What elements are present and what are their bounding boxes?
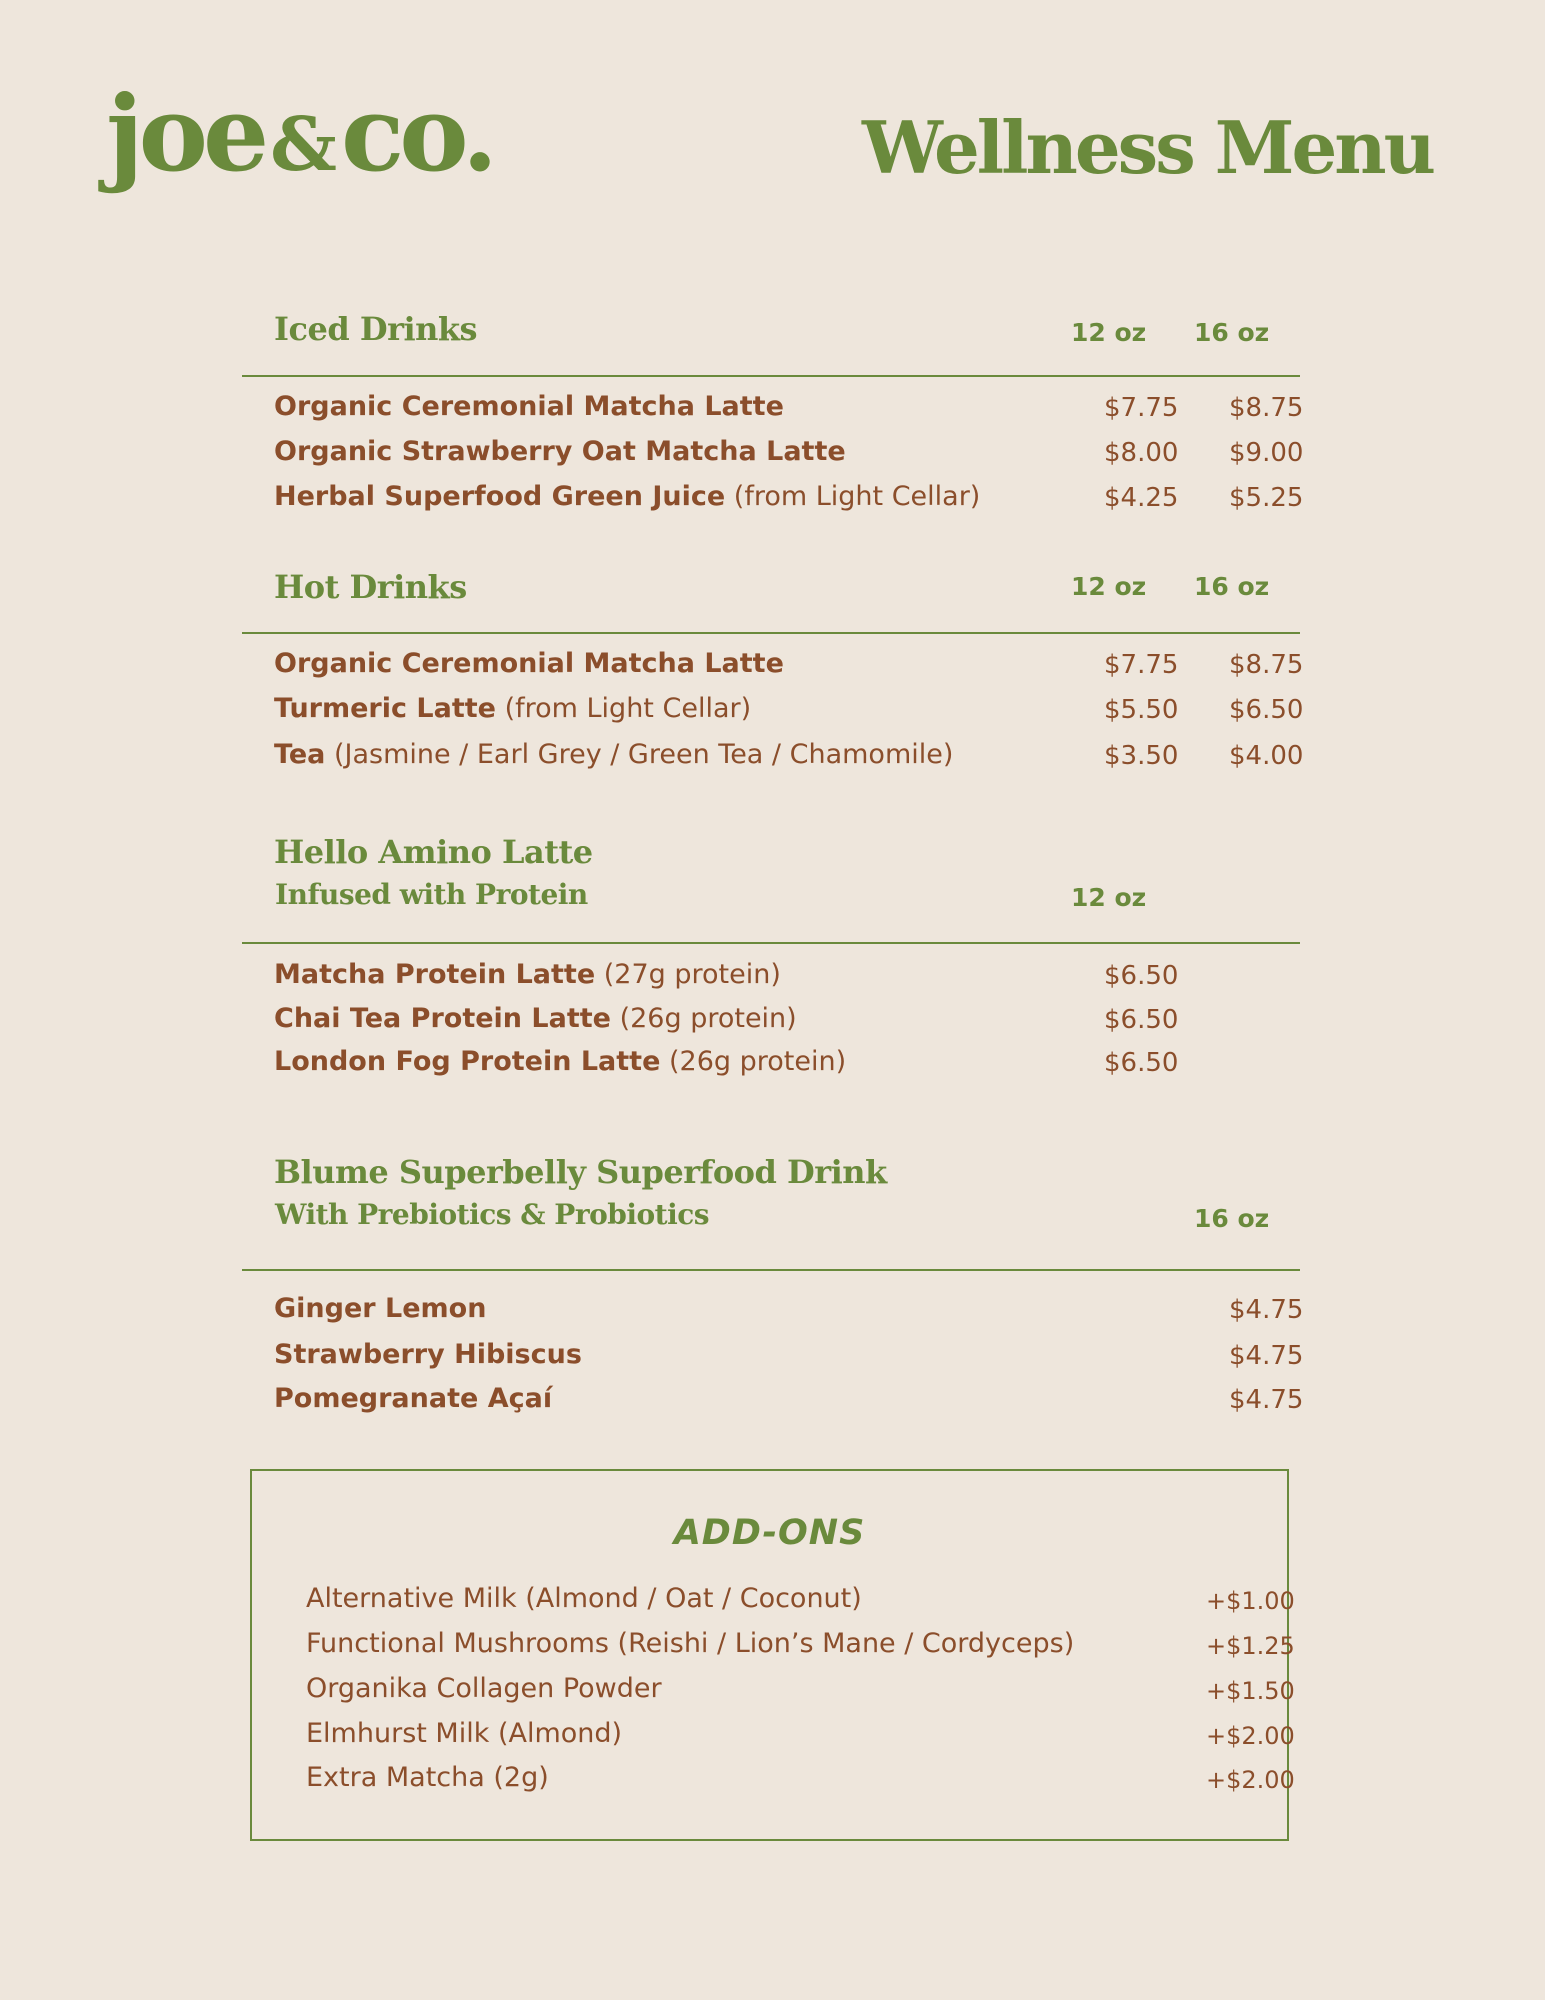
addons-box	[250, 1469, 1295, 1841]
item-note: (26g protein)	[669, 1046, 847, 1077]
section-divider	[242, 632, 1300, 634]
menu-item-row	[274, 693, 1304, 733]
section-title: Blume Superbelly Superfood Drink	[274, 1153, 887, 1191]
item-name: Pomegranate Açaí	[274, 1383, 553, 1414]
item-price-12oz: $6.50	[1104, 1048, 1179, 1078]
addon-row	[306, 1718, 1295, 1758]
menu-item-row	[274, 959, 1300, 999]
addons-title: ADD-ONS	[673, 1513, 866, 1553]
item-name: Matcha Protein Latte	[274, 959, 596, 990]
section-subtitle: Infused with Protein	[275, 878, 588, 911]
item-note: (Jasmine / Earl Grey / Green Tea / Chamomile)	[333, 739, 954, 770]
item-price-12oz: $7.75	[1104, 650, 1179, 680]
item-price-16oz: $4.75	[1229, 1295, 1304, 1325]
addon-price: +$1.50	[1206, 1677, 1295, 1705]
item-price-16oz: $9.00	[1229, 438, 1304, 468]
addon-row	[306, 1583, 1295, 1623]
item-price-16oz: $6.50	[1229, 695, 1304, 725]
section-divider	[242, 942, 1300, 944]
menu-title: Wellness Menu	[862, 105, 1433, 190]
section-divider	[242, 375, 1300, 377]
item-price-12oz: $3.50	[1104, 741, 1179, 771]
logo-end-text: co.	[340, 72, 494, 195]
size-header-12oz: 12 oz	[1071, 318, 1147, 347]
item-price-16oz: $4.00	[1229, 741, 1304, 771]
section-title: Hot Drinks	[274, 568, 467, 606]
item-name: London Fog Protein Latte	[274, 1046, 661, 1077]
section-divider	[242, 1269, 1300, 1271]
item-price-12oz: $6.50	[1104, 1005, 1179, 1035]
section-title: Iced Drinks	[274, 310, 478, 348]
size-header-12oz: 12 oz	[1071, 883, 1147, 912]
menu-item-row	[274, 1339, 1304, 1379]
logo-main-text: joe	[106, 72, 265, 195]
addon-row	[306, 1762, 1295, 1802]
item-name: Chai Tea Protein Latte	[274, 1003, 611, 1034]
item-price-16oz: $8.75	[1229, 650, 1304, 680]
item-price-16oz: $4.75	[1229, 1385, 1304, 1415]
item-price-12oz: $5.50	[1104, 695, 1179, 725]
menu-item-row	[274, 739, 1304, 779]
logo-ampersand: &	[270, 102, 335, 188]
item-name: Organic Ceremonial Matcha Latte	[274, 391, 784, 422]
size-header-16oz: 16 oz	[1194, 318, 1270, 347]
item-name: Strawberry Hibiscus	[274, 1339, 582, 1370]
addon-name: Functional Mushrooms (Reishi / Lion’s Mane / Cordyceps)	[306, 1628, 1075, 1659]
item-note: (from Light Cellar)	[733, 481, 981, 512]
item-price-16oz: $8.75	[1229, 393, 1304, 423]
menu-item-row	[274, 481, 1304, 521]
menu-item-row	[274, 1046, 1300, 1086]
addon-price: +$1.25	[1206, 1632, 1295, 1660]
item-note: (from Light Cellar)	[504, 693, 752, 724]
item-note: (26g protein)	[619, 1003, 797, 1034]
addon-row	[306, 1673, 1295, 1713]
menu-item-row	[274, 436, 1304, 476]
item-name: Organic Strawberry Oat Matcha Latte	[274, 436, 846, 467]
item-price-16oz: $4.75	[1229, 1341, 1304, 1371]
size-header-16oz: 16 oz	[1194, 1204, 1270, 1233]
addon-name: Extra Matcha (2g)	[306, 1762, 549, 1793]
size-header-12oz: 12 oz	[1071, 572, 1147, 601]
item-note: (27g protein)	[603, 959, 781, 990]
addon-price: +$2.00	[1206, 1766, 1295, 1794]
addon-price: +$1.00	[1206, 1587, 1295, 1615]
item-price-16oz: $5.25	[1229, 483, 1304, 513]
item-name: Herbal Superfood Green Juice	[274, 481, 726, 512]
item-name: Ginger Lemon	[274, 1293, 487, 1324]
menu-item-row	[274, 1003, 1300, 1043]
brand-logo	[106, 72, 494, 195]
addon-price: +$2.00	[1206, 1722, 1295, 1750]
menu-item-row	[274, 1383, 1304, 1423]
item-name: Organic Ceremonial Matcha Latte	[274, 648, 784, 679]
menu-item-row	[274, 1293, 1304, 1333]
item-name: Tea	[274, 739, 326, 770]
addon-name: Organika Collagen Powder	[306, 1673, 662, 1704]
size-header-16oz: 16 oz	[1194, 572, 1270, 601]
section-title: Hello Amino Latte	[274, 833, 593, 871]
addon-name: Alternative Milk (Almond / Oat / Coconut)	[306, 1583, 862, 1614]
addon-name: Elmhurst Milk (Almond)	[306, 1718, 623, 1749]
section-subtitle: With Prebiotics & Probiotics	[275, 1198, 710, 1231]
item-price-12oz: $6.50	[1104, 961, 1179, 991]
menu-item-row	[274, 648, 1304, 688]
item-price-12oz: $4.25	[1104, 483, 1179, 513]
item-name: Turmeric Latte	[274, 693, 496, 724]
item-price-12oz: $7.75	[1104, 393, 1179, 423]
addon-row	[306, 1628, 1295, 1668]
menu-item-row	[274, 391, 1304, 431]
item-price-12oz: $8.00	[1104, 438, 1179, 468]
